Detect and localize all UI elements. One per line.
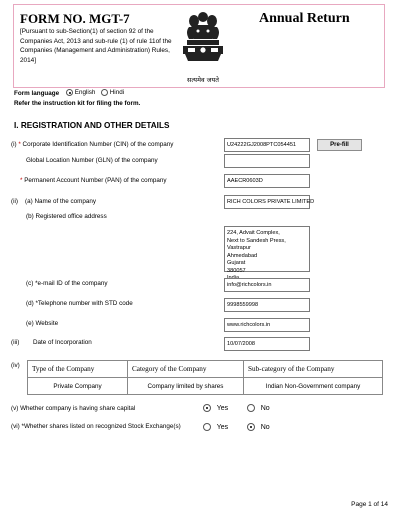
form-subtitle: [Pursuant to sub-Section(1) of section 92 of the Companies Act, 2013 and sub-rule (1) of rule 11of the Companies (Management and Administration) Rules, 2014] [20, 28, 172, 64]
category-value: Company limited by shares [128, 378, 244, 395]
table-header-row [28, 361, 383, 378]
category-header: Category of the Company [128, 361, 244, 378]
form-header [13, 4, 385, 88]
table-row [28, 378, 383, 395]
gln-label: Global Location Number (GLN) of the company [26, 157, 158, 164]
required-mark: * [18, 141, 21, 148]
share-capital-label: (v) Whether company is having share capital [11, 405, 136, 412]
telephone-field[interactable]: 9998559998 [224, 298, 310, 312]
listed-yes-option[interactable] [203, 423, 228, 431]
prefill-button[interactable]: Pre-fill [317, 139, 362, 151]
national-emblem-icon [174, 9, 232, 71]
language-english-radio[interactable] [66, 89, 73, 96]
cin-label: Corporate Identification Number (CIN) of the company [22, 141, 174, 148]
name-number: (ii) [11, 198, 18, 205]
cin-number: (i) [11, 141, 17, 148]
required-mark: * [20, 177, 23, 184]
registered-office-address-field[interactable] [224, 226, 310, 272]
address-line: 224, Advait Complex, [227, 230, 280, 236]
instruction-note: Refer the instruction kit for filing the form. [14, 100, 141, 107]
language-hindi-label: Hindi [109, 89, 125, 97]
address-line: Ahmedabad [227, 252, 258, 259]
section-title: I. REGISTRATION AND OTHER DETAILS [14, 121, 170, 130]
cin-field[interactable]: U24222GJ2008PTC054451 [224, 138, 310, 152]
listed-no-option[interactable] [247, 423, 270, 431]
language-english-option[interactable] [66, 89, 95, 96]
company-category-table [27, 360, 383, 395]
registered-office-label: (b) Registered office address [26, 213, 107, 220]
language-english-label: English [74, 89, 96, 97]
listed-shares-label: (vi) *Whether shares listed on recognized Stock Exchange(s) [11, 423, 181, 430]
listed-no-radio[interactable] [247, 423, 255, 431]
category-number: (iv) [11, 362, 20, 369]
website-field[interactable]: www.richcolors.in [224, 318, 310, 332]
share-capital-no-radio[interactable] [247, 404, 255, 412]
website-label: (e) Website [26, 320, 59, 327]
share-capital-no-label: No [260, 404, 270, 412]
listed-yes-radio[interactable] [203, 423, 211, 431]
incorporation-number: (iii) [11, 339, 20, 346]
form-language-label: Form language [14, 90, 60, 97]
form-number: FORM NO. MGT-7 [20, 11, 130, 26]
share-capital-no-option[interactable] [247, 404, 270, 412]
pan-label: Permanent Account Number (PAN) of the company [24, 177, 167, 184]
language-hindi-option[interactable] [101, 89, 124, 96]
language-hindi-radio[interactable] [101, 89, 108, 96]
email-label: (c) *e-mail ID of the company [26, 280, 108, 287]
company-name-label: (a) Name of the company [25, 198, 97, 205]
address-line: Gujarat [227, 260, 246, 266]
subcategory-header: Sub-category of the Company [244, 361, 383, 378]
company-name-field[interactable]: RICH COLORS PRIVATE LIMITED [224, 195, 310, 209]
page-number: Page 1 of 14 [351, 501, 388, 508]
incorporation-date-field[interactable]: 10/07/2008 [224, 337, 310, 351]
telephone-label: (d) *Telephone number with STD code [26, 300, 133, 307]
type-value: Private Company [28, 378, 128, 395]
listed-no-label: No [260, 423, 270, 431]
share-capital-yes-label: Yes [216, 404, 229, 412]
pan-field[interactable]: AAECR0603D [224, 174, 310, 188]
form-title: Annual Return [259, 11, 350, 26]
email-field[interactable]: info@richcolors.in [224, 278, 310, 292]
emblem-motto: सत्यमेव जयते [187, 76, 219, 84]
pan-row-label [20, 177, 167, 184]
listed-yes-label: Yes [216, 423, 229, 431]
address-line: 380057 [227, 267, 246, 274]
incorporation-label: Date of Incorporation [33, 339, 92, 346]
share-capital-yes-radio[interactable] [203, 404, 211, 412]
type-header: Type of the Company [28, 361, 128, 378]
subcategory-value: Indian Non-Government company [244, 378, 383, 395]
address-line: Next to Sandesh Press, Vastrapur [227, 237, 286, 251]
gln-field[interactable] [224, 154, 310, 168]
cin-row-label [11, 141, 173, 148]
share-capital-yes-option[interactable] [203, 404, 228, 412]
